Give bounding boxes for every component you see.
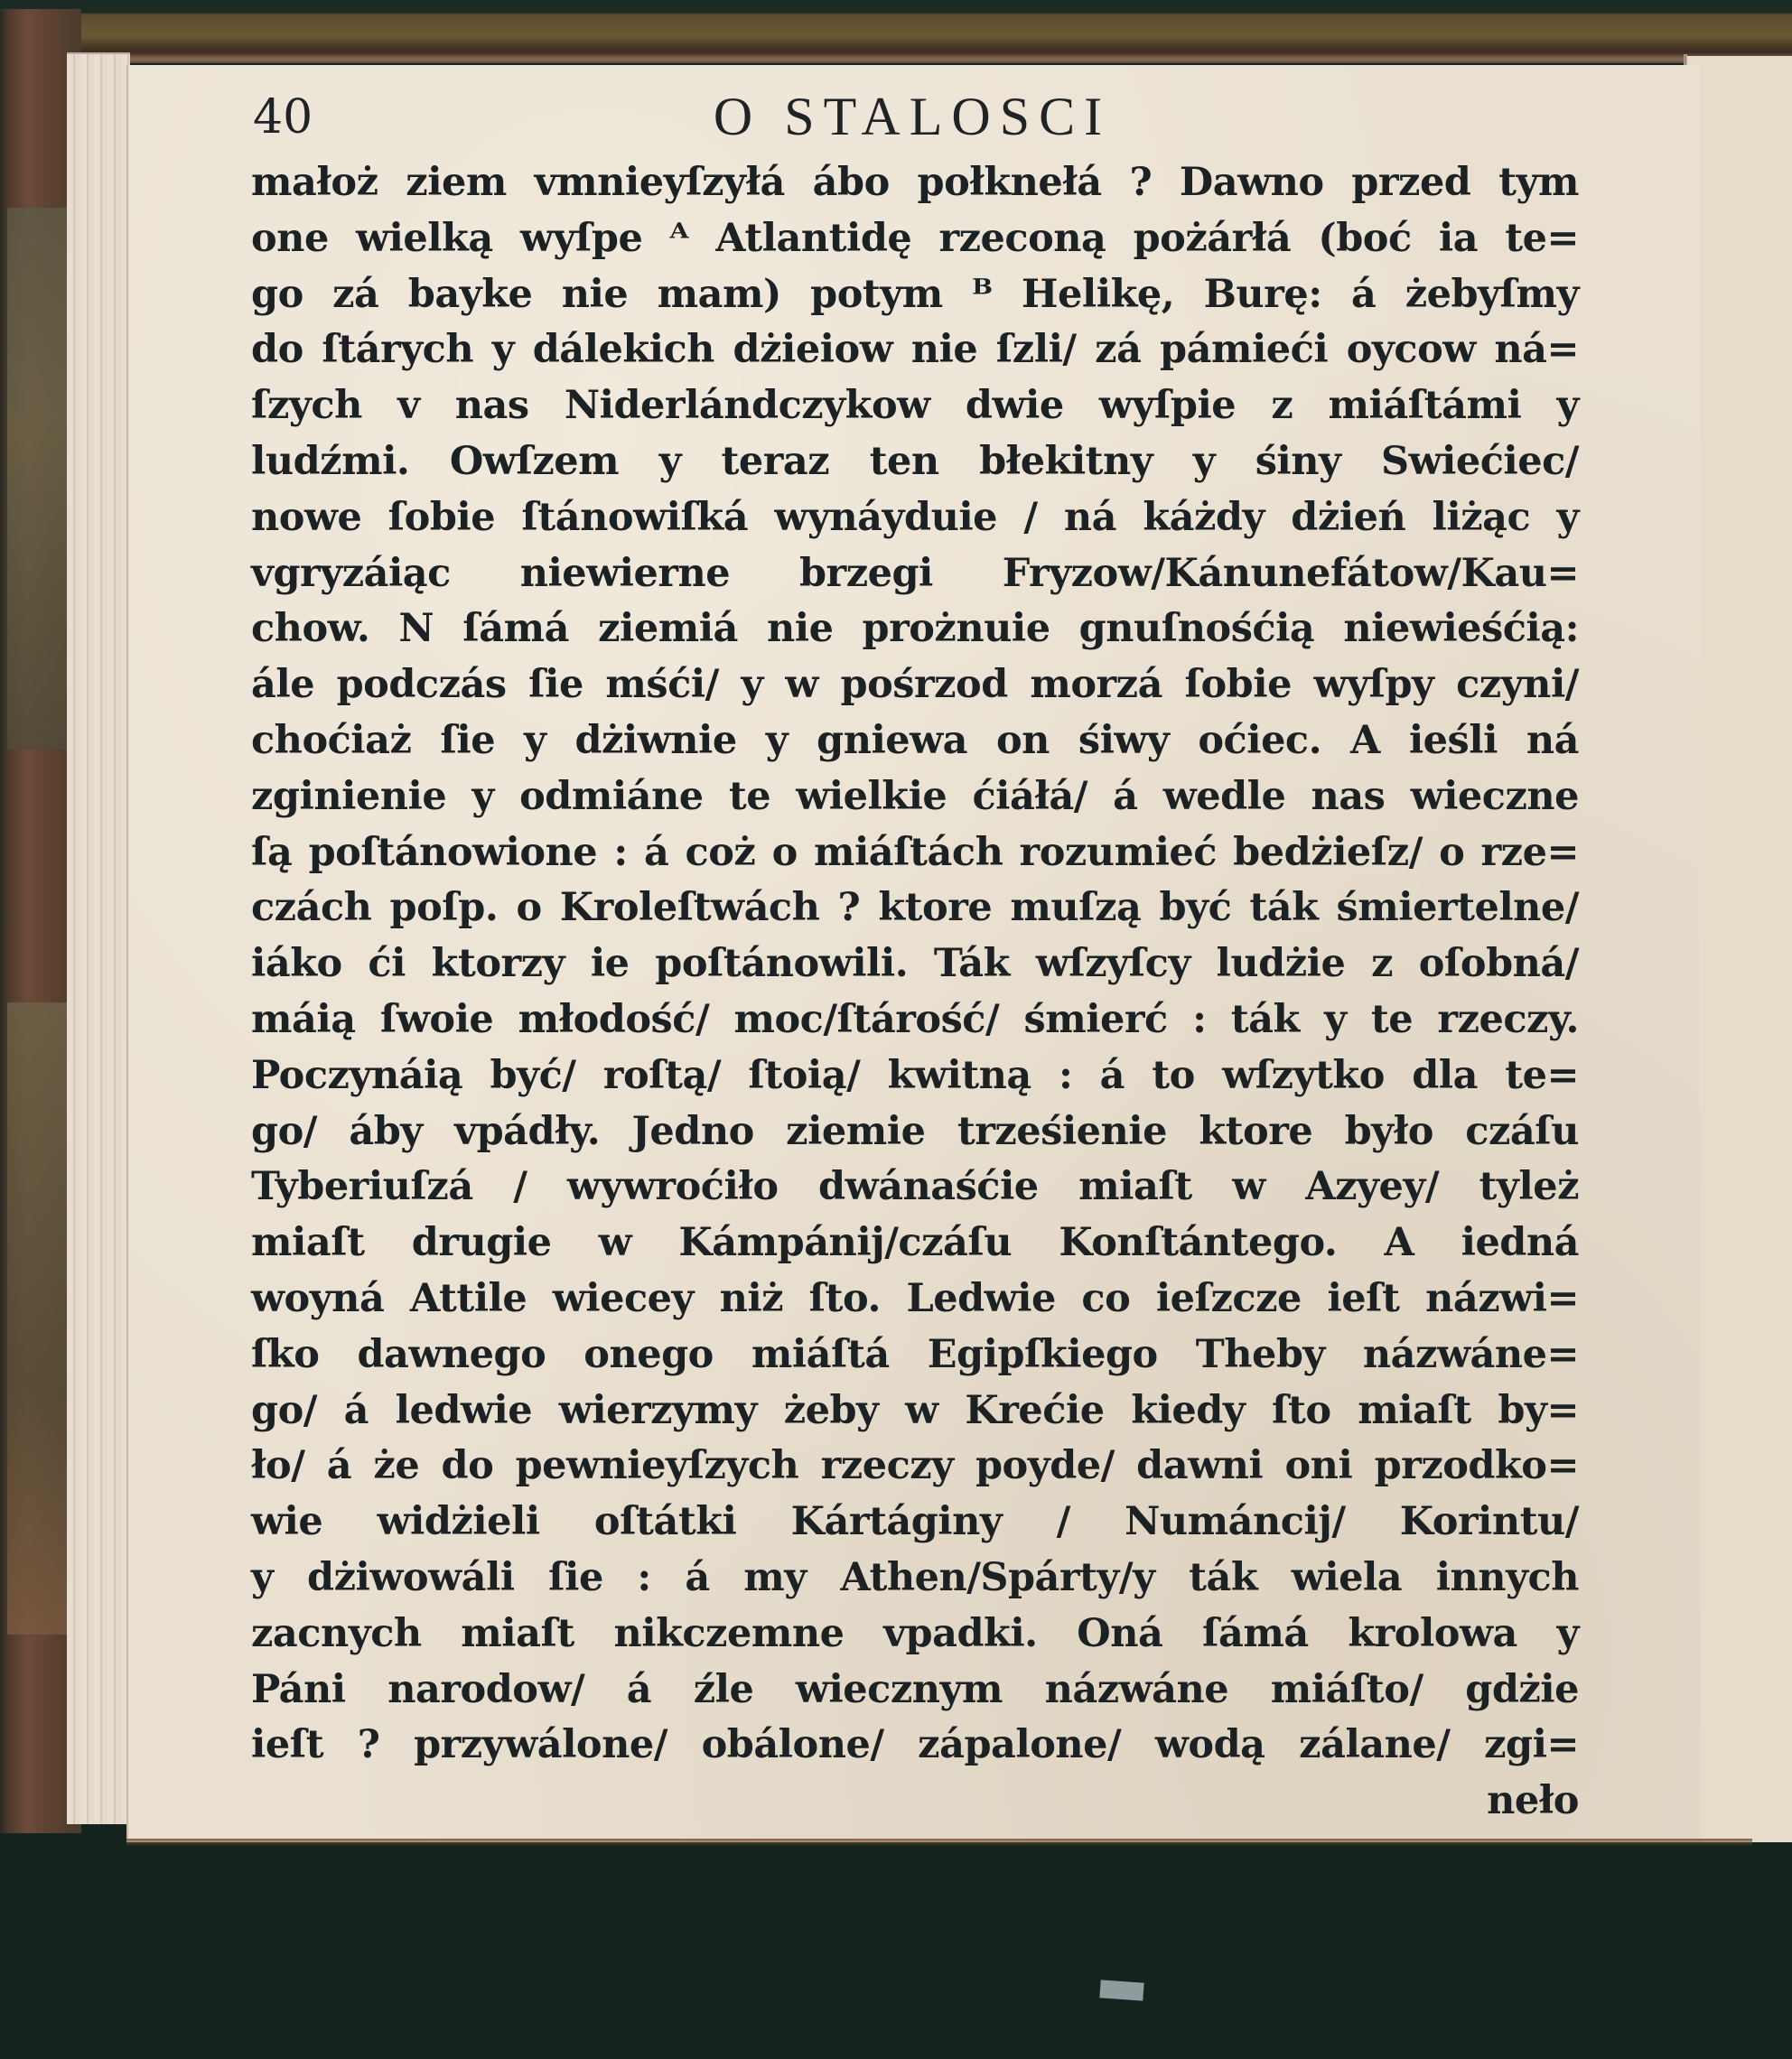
text-line: zacnych miaſt nikczemne vpadki. Oná ſámá krolowa y (251, 1610, 1579, 1656)
text-line: ſko dawnego onego miáſtá Egipſkiego Theby názwáne= (251, 1331, 1579, 1377)
text-line: zginienie y odmiáne te wielkie ćiáłá/ á wedle nas wieczne (251, 773, 1579, 819)
text-line: ludźmi. Owſzem y teraz ten błekitny y śiny Swiećiec/ (251, 438, 1579, 484)
text-line: one wielką wyſpe ᴬ Atlantidę rzeconą pożárłá (boć ia te= (251, 215, 1579, 261)
catchword: neło (1487, 1778, 1579, 1824)
text-line: czách poſp. o Kroleſtwách ? ktore muſzą być ták śmiertelne/ (251, 885, 1579, 931)
text-line: y dżiwowáli ſie : á my Athen/Spárty/y ták wiela innych (251, 1554, 1579, 1600)
text-line: máią ſwoie młodość/ moc/ſtárość/ śmierć : ták y te rzeczy. (251, 996, 1579, 1042)
text-line: ieſt ? przywálone/ obálone/ zápalone/ wodą zálane/ zgi= (251, 1722, 1579, 1768)
text-line: nowe ſobie ſtánowiſká wynáyduie / ná káżdy dżień liżąc y (251, 494, 1579, 540)
cover-texture (7, 1002, 70, 1635)
background (0, 1842, 1792, 2059)
running-head: O STALOSCI (713, 87, 1112, 146)
text-line: woyná Attile wiecey niż ſto. Ledwie co ieſzcze ieſt názwi= (251, 1275, 1579, 1321)
text-line: ło/ á że do pewnieyſzych rzeczy poyde/ dawni oni przodko= (251, 1443, 1579, 1489)
text-line: ſzych v nas Niderlándczykow dwie wyſpie z miáſtámi y (251, 383, 1579, 429)
text-line: go zá bayke nie mam) potym ᴮ Helikę, Burę: á żebyſmy (251, 271, 1579, 317)
text-line: ále podczás ſie mśći/ y w pośrzod morzá ſobie wyſpy czyni/ (251, 662, 1579, 708)
text-line: miaſt drugie w Kámpánij/czáſu Konſtántego. A iedná (251, 1220, 1579, 1266)
text-line: Páni narodow/ á źle wiecznym názwáne miáſto/ gdżie (251, 1666, 1579, 1712)
text-line: choćiaż ſie y dżiwnie y gniewa on śiwy oćiec. A ieśli ná (251, 717, 1579, 763)
text-line: go/ áby vpádły. Jedno ziemie trześienie ktore było czáſu (251, 1108, 1579, 1154)
body-text (251, 155, 1579, 1830)
text-line: ſą poſtánowione : á coż o miáſtách rozumieć bedżieſz/ o rze= (251, 829, 1579, 875)
text-line: go/ á ledwie wierzymy żeby w Krećie kiedy ſto miaſt by= (251, 1387, 1579, 1433)
facing-page (1687, 56, 1792, 1871)
text-line: Poczynáią być/ roſtą/ ſtoią/ kwitną : á to wſzytko dla te= (251, 1052, 1579, 1098)
stacked-page-edges (67, 52, 130, 1824)
text-line: Tyberiuſzá / wywroćiło dwánaśćie miaſt w Azyey/ tyleż (251, 1164, 1579, 1210)
page-number: 40 (253, 90, 313, 144)
text-line: vgryzáiąc niewierne brzegi Fryzow/Kánunefátow/Kau= (251, 550, 1579, 596)
book-top-edge (0, 0, 1792, 63)
text-line: małoż ziem vmnieyſzyłá ábo połknełá ? Dawno przed tym (251, 160, 1579, 205)
scan-label (1099, 1980, 1143, 2000)
text-line: iáko ći ktorzy ie poſtánowili. Ták wſzyſcy ludżie z oſobná/ (251, 941, 1579, 987)
cover-texture (7, 208, 70, 750)
text-line: chow. N ſámá ziemiá nie prożnuie gnuſnośćią niewieśćią: (251, 606, 1579, 652)
text-line: do ſtárych y dálekich dżieiow nie ſzli/ zá pámieći oycow ná= (251, 327, 1579, 373)
page-shadow (126, 1839, 1752, 1846)
text-line: wie widżieli oſtátki Kártáginy / Numáncij/ Korintu/ (251, 1499, 1579, 1545)
